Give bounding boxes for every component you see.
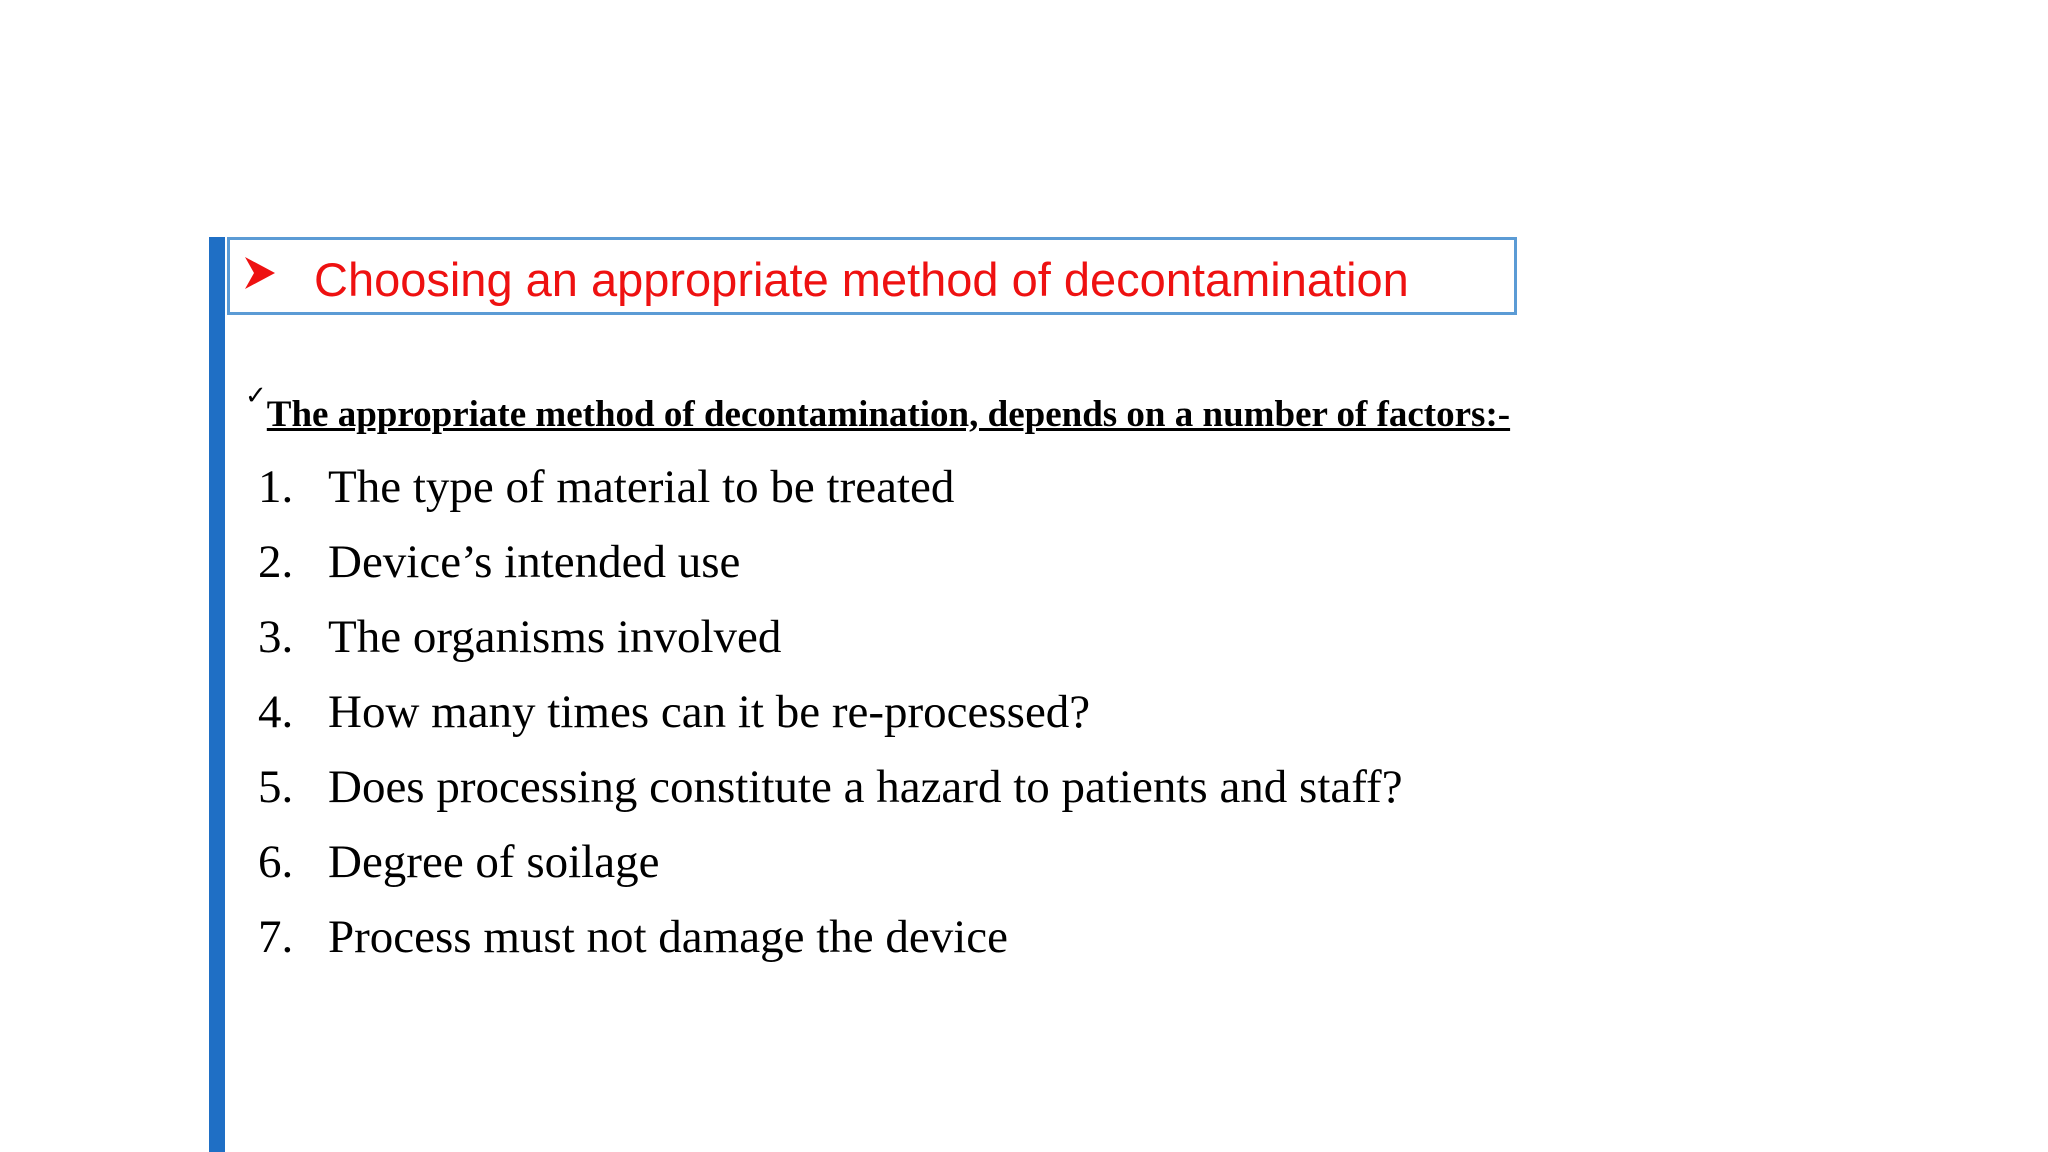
list-item [258,605,1403,680]
intro-text: The appropriate method of decontamination, depends on a number of factors:- [266,394,1511,435]
list-text: The organisms involved [328,611,782,663]
list-text: The type of material to be treated [328,461,955,513]
list-number: 7. [258,911,294,963]
list-number: 3. [258,611,294,663]
list-item [258,755,1403,830]
list-text: Does processing constitute a hazard to patients and staff? [328,761,1403,813]
list-item [258,530,1403,605]
list-text: Degree of soilage [328,836,660,888]
list-number: 1. [258,461,294,513]
list-text: Process must not damage the device [328,911,1009,963]
arrowhead-bullet-icon [244,256,276,290]
list-text: How many times can it be re-processed? [328,686,1091,738]
list-item [258,830,1403,905]
list-number: 6. [258,836,294,888]
list-item [258,455,1403,530]
list-number: 5. [258,761,294,813]
checkmark-icon: ✓ [245,381,267,411]
list-item [258,905,1403,980]
factors-list [258,455,1403,980]
list-item [258,680,1403,755]
title-box [227,237,1517,315]
list-number: 4. [258,686,294,738]
accent-bar [209,237,225,1152]
list-text: Device’s intended use [328,536,741,588]
slide-title: Choosing an appropriate method of decontamination [314,253,1409,306]
intro-line [245,381,1511,445]
list-number: 2. [258,536,294,588]
